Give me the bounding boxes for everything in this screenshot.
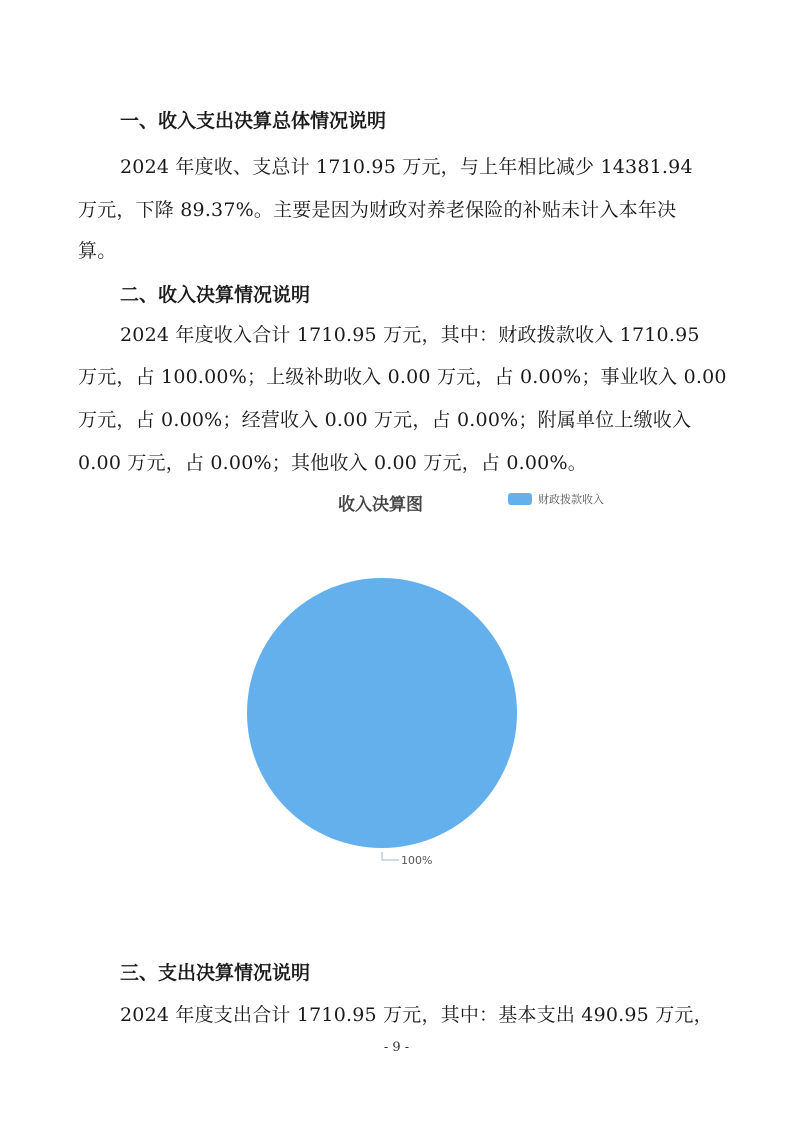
paragraph-line: 算。 [78,240,117,262]
label-leader-line [382,852,399,860]
paragraph-line: 万元，占 100.00%；上级补助收入 0.00 万元，占 0.00%；事业收入 0.00 [78,366,727,388]
paragraph-line: 2024 年度支出合计 1710.95 万元，其中：基本支出 490.95 万元， [120,1004,713,1026]
legend-label: 财政拨款收入 [538,493,604,506]
paragraph-line: 2024 年度收入合计 1710.95 万元，其中：财政拨款收入 1710.95 [120,324,700,346]
section-2-heading: 二、收入决算情况说明 [120,284,311,306]
section-3-heading: 三、支出决算情况说明 [120,962,311,984]
legend-swatch [508,493,532,505]
paragraph-line: 万元，占 0.00%；经营收入 0.00 万元，占 0.00%；附属单位上缴收入 [78,409,692,431]
section-1-heading: 一、收入支出决算总体情况说明 [120,110,387,132]
data-label: 100% [401,854,433,867]
pie-slice [247,578,517,848]
paragraph-line: 0.00 万元，占 0.00%；其他收入 0.00 万元，占 0.00%。 [78,452,587,474]
pie-chart [230,560,560,890]
chart-legend [508,491,604,507]
paragraph-line: 2024 年度收、支总计 1710.95 万元，与上年相比减少 14381.94 [120,156,693,178]
paragraph-line: 万元，下降 89.37%。主要是因为财政对养老保险的补贴未计入本年决 [78,199,677,221]
chart-title: 收入决算图 [338,495,423,515]
page-number: - 9 - [383,1040,410,1055]
